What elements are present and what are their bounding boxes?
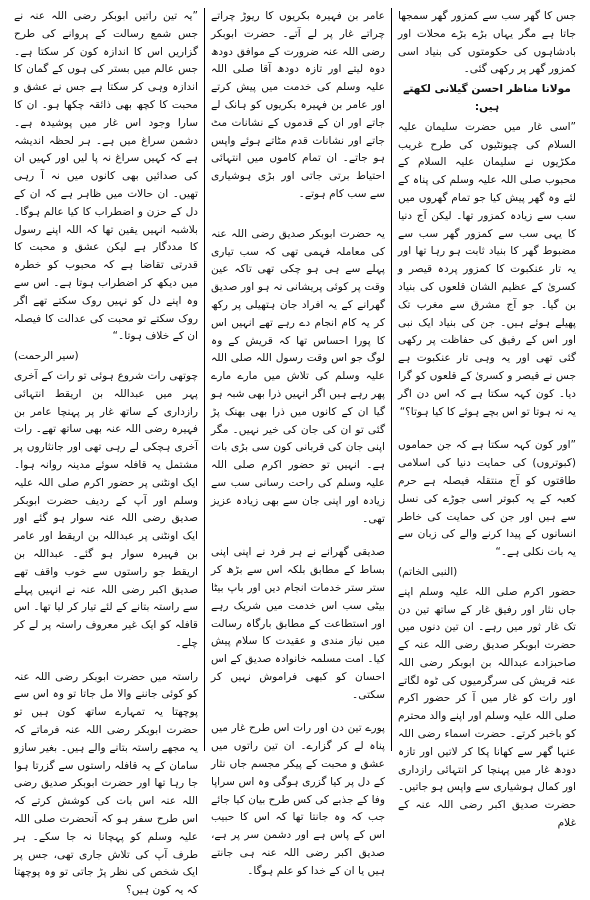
paragraph: ”اسی غار میں حضرت سلیمان علیہ السلام کی چیونٹیوں کی طرح غریب مکڑیوں نے سلیمان علیہ السلام کے محبوب صلی اللہ علیہ وسلم کی پناہ کے لئے وہ گھر پیش کیا جو تمام گھروں میں سب سے زیادہ کمزور تھا۔ لیکن آج دنیا کا یہی سب سے کمزور گھر سب سے مضبوط گھر کا بنیاد ثابت ہو رہا تھا اور یہ تار عنکبوت کا کمزور پردہ قیصر و کسریٰ کے عظیم الشان قلعوں کی بنیاد بن گیا۔ جو آج مشرق سے مغرب تک پھیلے ہوئے ہیں۔ جن کی بنیاد ایک نبی اور اس کے رفیق کی حفاظت پر رکھی گئی تھی اور یہ وہی تار عنکبوت ہے جس نے قیصر و کسریٰ کے قلعوں کو گرا دیا۔ کون کہہ سکتا ہے کہ اس دن اگر یہ نہ ہوتا تو اس بچے ہوئے کا کیا ہوتا؟“ — [398, 120, 576, 418]
paragraph: ”اور کون کہہ سکتا ہے کہ جن حماموں (کبوتروں) کی حمایت دنیا کی اسلامی طاقتوں کو آج منتقلہ فیصلہ ہے حرم کعبہ کے یہ کبوتر اسی جوڑے کی نسل سے ہیں اور جن کی حمایت کی خاطر انسانوں کے پیدا کرنے والے کی زبان سے یہ بات نکلی ہے۔“ — [398, 439, 576, 559]
paragraph: پورے تین دن اور رات اس طرح غار میں پناہ لے کر گزارے۔ ان تین راتوں میں عشق و محبت کے پیکر مجسم جاں نثار کے دل پر کیا گزری ہوگی وہ اس سراپا وفا کے جذبے کی کس طرح بیان کیا جائے جب کہ وہ جانتا تھا کہ اس کا حبیب اس کے پاس ہے اور دشمن سر پر ہے، صدیق اکبر رضی اللہ عنہ ہی جانتے ہیں یا ان کے خدا کو علم ہوگا۔ — [211, 722, 385, 877]
quote-source: (النبی الخاتم) — [398, 565, 458, 578]
paragraph: صدیقی گھرانے نے ہر فرد نے اپنی اپنی بساط کے مطابق بلکہ اس سے بڑھ کر ستر ستر خدمات انجام دیں اور باپ بیٹا بیٹی سب اس خدمت میں شریک رہے اور استطاعت کے مطابق بارگاہ رسالت میں نیاز مندی و عقیدت کا سلام پیش کیا۔ امت مسلمہ خانوادہ صدیق کے اس احسان کو کبھی فراموش نہیں کر سکتی۔ — [211, 546, 385, 701]
quote-heading: مولانا مناظر احسن گیلانی لکھتے ہیں: — [403, 83, 571, 113]
column-middle — [204, 8, 392, 877]
paragraph: راستہ میں حضرت ابوبکر رضی اللہ عنہ کو کوئی جاننے والا مل جاتا تو وہ اس سے پوچھتا یہ تمہارے ساتھ کون ہیں تو حضرت ابوبکر رضی اللہ عنہ فرماتے کہ یہ مجھے راستہ بتانے والے ہیں۔ بغیر سازو سامان کے یہ قافلہ راستوں سے گزرتا ہوا جا رہا تھا اور حضرت ابوبکر صدیق رضی اللہ عنہ اس بات کی کوشش کرتے کہ اس طرح سفر ہو کہ آنحضرت صلی اللہ علیہ وسلم کو پہچانا نہ جا سکے۔ ہر طرف آپ کی تلاش جاری تھی، جس پر ایک شخص کی نظر پڑ جاتی تو وہ پوچھتا کہ یہ کون ہیں؟ — [14, 670, 198, 897]
paragraph: چوتھی رات شروع ہوئی تو رات کے آخری پہر میں عبداللہ بن اریقط انتہائی رازداری کے ساتھ غار پر پہنچا عامر بن فہیرہ رضی اللہ عنہ بھی ساتھ تھے۔ رات آخری ہچکی لے رہی تھی اور جانثاروں پر مشتمل یہ قافلہ سوئے مدینہ روانہ ہوا۔ ایک اونٹنی پر حضور اکرم صلی اللہ علیہ وسلم اور آپ کے ردیف حضرت ابوبکر صدیق رضی اللہ عنہ سوار ہو گئے اور ایک اونٹنی پر عبداللہ بن اریقط اور عامر بن فہیرہ سوار ہو گئے۔ عبداللہ بن اریقط جو راستوں سے خوب واقف تھے صدیق اکبر رضی اللہ عنہ نے انہیں پہلے سے راستہ بتانے کے لئے تیار کر لیا تھا۔ اس قافلہ کو ایک غیر معروف راستہ پر لے کر چلے۔ — [14, 369, 198, 649]
paragraph: یہ حضرت ابوبکر صدیق رضی اللہ عنہ کی معاملہ فہمی تھی کہ سب تیاری پہلے سے ہی ہو چکی تھی تاکہ عین وقت پر کوئی پریشانی نہ ہو اور صدیق گھرانے کے یہ افراد جان ہتھیلی پر رکھ کر یہ کام انجام دے رہے تھے انہیں اس کا پورا احساس تھا کہ قریش کے وہ لوگ جو اس وقت رسول اللہ صلی اللہ علیہ وسلم کی تلاش میں مارے مارے پھر رہے ہیں اگر انہیں ذرا بھی شبہ ہو گیا ان کے کانوں میں ذرا بھی بھنک پڑ گئی تو ان کی جان کی خیر نہیں۔ مگر اپنی جان کی قربانی کون سی بڑی بات ہے۔ انہیں تو حضور اکرم صلی اللہ علیہ وسلم کی راحت رسانی سب سے زیادہ اور اپنی جان سے بھی زیادہ عزیز تھی۔ — [211, 227, 385, 525]
paragraph: حضور اکرم صلی اللہ علیہ وسلم اپنے جاں نثار اور رفیق غار کے ساتھ تین دن تک غار ثور میں رہے۔ ان تین دنوں میں حضرت ابوبکر صدیق رضی اللہ عنہ کے صاحبزادے عبداللہ بن ابوبکر رضی اللہ عنہ قریش کی سرگرمیوں کی ٹوہ لگاتے اور رات کو غار میں آ کر حضور اکرم صلی اللہ علیہ وسلم اور اپنے والد محترم کو باخبر کرتے۔ حضرت اسماء رضی اللہ عنہا گھر سے کھانا پکا کر لاتیں اور تازہ دودھ غار میں پہنچا کر انتہائی رازداری اور کمال ہوشیاری سے واپس ہو جاتیں۔ حضرت صدیق اکبر رضی اللہ عنہ کے غلام — [397, 585, 576, 830]
quote-source: (سیر الرحمت) — [14, 350, 79, 363]
paragraph: عامر بن فہیرہ بکریوں کا ریوڑ چراتے چراتے غار پر لے آتے۔ حضرت ابوبکر رضی اللہ عنہ ضرورت کے موافق دودھ دوہ لیتے اور تازہ دودھ آقا صلی اللہ علیہ وسلم کی خدمت میں پیش کرتے اور عامر بن فہیرہ بکریوں کو ہانک لے جاتے اور ان کے قدموں کے نشانات مٹ جاتے اور نشانات قدم مٹاتے ہوئے واپس ہو جاتے۔ ان تمام کاموں میں انتہائی احتیاط برتی جاتی اور بڑی ہوشیاری سے سب کام ہوتے۔ — [211, 10, 385, 200]
paragraph: ”یہ تین راتیں ابوبکر رضی اللہ عنہ نے جس شمع رسالت کے پروانے کی طرح گزاریں اس کا اندازہ کون کر سکتا ہے۔ جس عالم میں بستر کی ہوں کے گمان کا اندازہ وہی کر سکتا ہے جس نے عشق و محبت کا کچھ بھی ذائقہ چکھا ہو۔ ان کا سارا وجود اس غار میں پوشیدہ ہے۔ دشمن سراغ میں ہے۔ ہر لحظہ اندیشہ ہے کہ کہیں سراغ نہ پا لیں اور کہیں ان کی صدائیں بھی کانوں میں نہ آ رہی تھیں۔ ان حالات میں ظاہر ہے کہ ان کے دل کے حزن و اضطراب کا کیا عالم ہوگا۔ بلاشبہ انہیں یقین تھا کہ اللہ اپنے رسول کا مددگار ہے لیکن عشق و محبت کا قدرتی تقاضا ہے کہ محبوب کو خطرہ میں دیکھ کر اضطراب ہوتا ہے۔ اس سے وہ اپنے دل کو نہیں روک سکتے تھے اگر روک سکتے تو محبت کی عدالت کا فیصلہ ان کے خلاف ہوتا۔“ — [14, 10, 198, 343]
column-left — [8, 8, 204, 897]
paragraph: جس کا گھر سب سے کمزور گھر سمجھا جاتا ہے مگر یہاں بڑے بڑے محلات اور بادشاہوں کی حکومتوں کی بنیاد اسی کمزور گھر پر رکھی گئی۔ — [398, 10, 576, 76]
column-right — [392, 8, 582, 830]
